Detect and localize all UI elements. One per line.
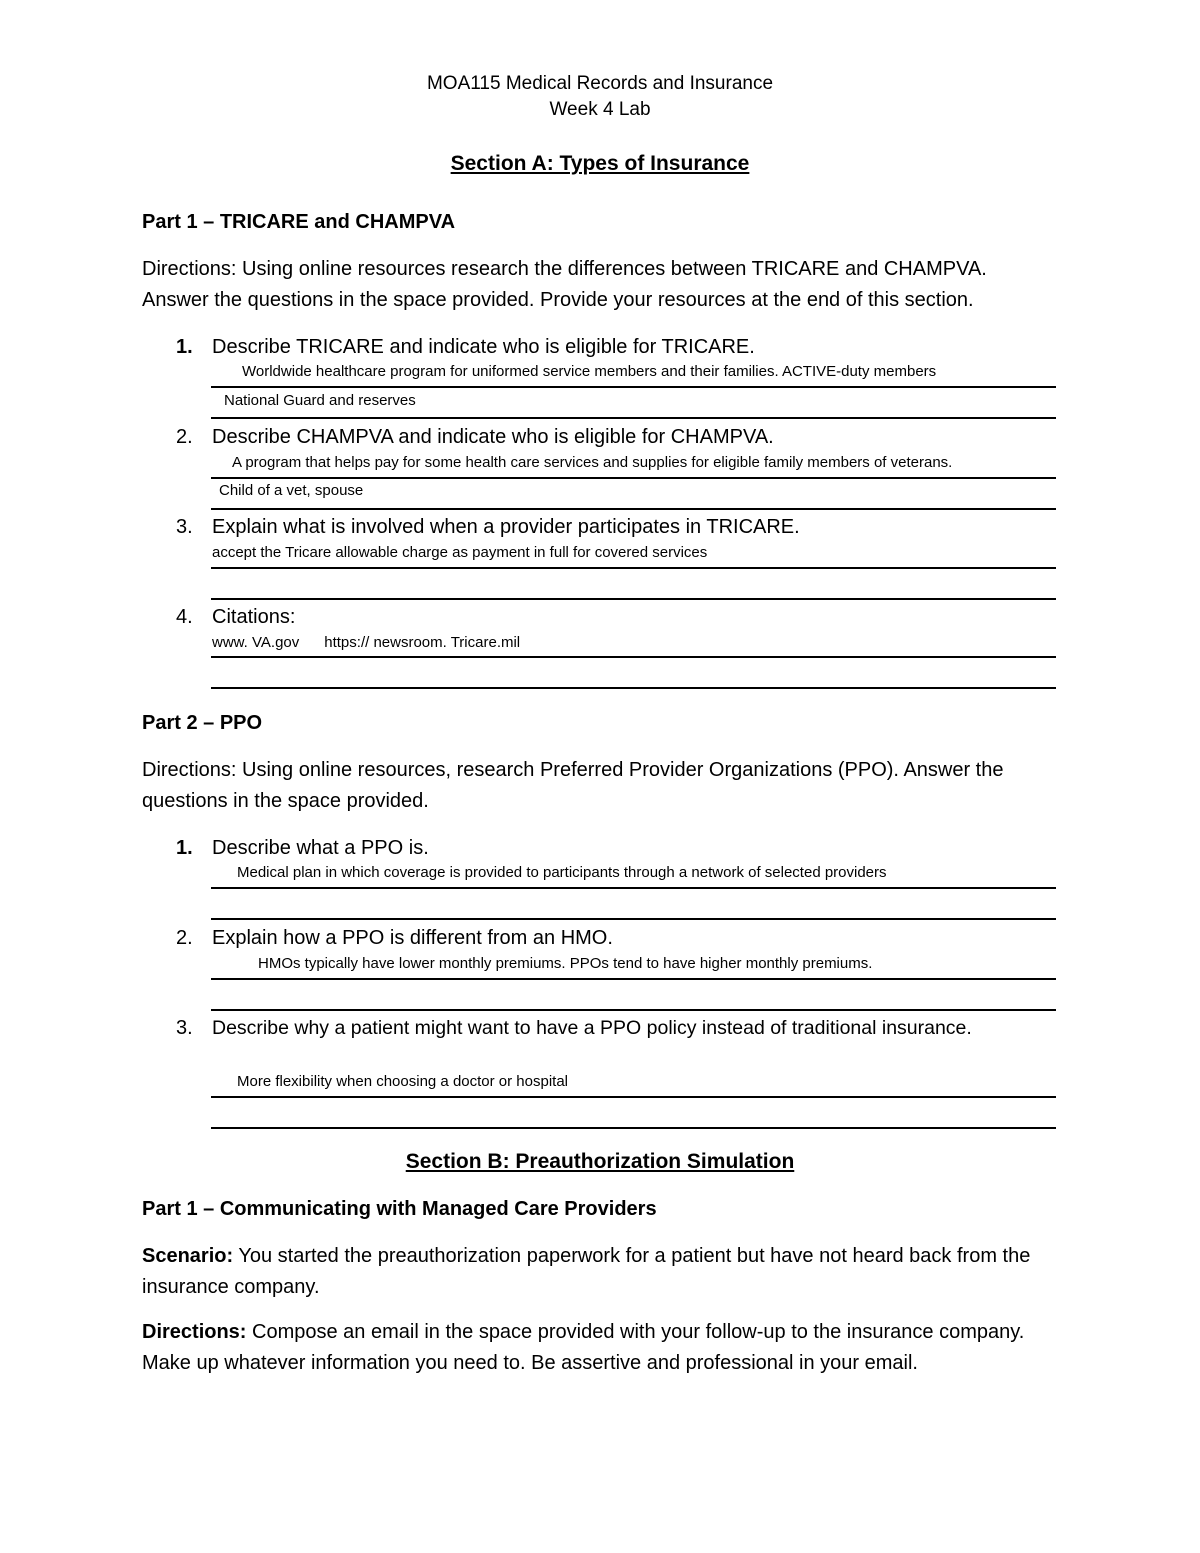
question-number: 3. [176, 516, 193, 538]
answer-text: accept the Tricare allowable charge as payment in full for covered services [212, 544, 708, 561]
question-text: Describe TRICARE and indicate who is eligible for TRICARE. [212, 336, 755, 358]
answer-line [211, 417, 1056, 419]
answer-line [211, 1096, 1056, 1098]
answer-line [211, 687, 1056, 689]
answer-text: A program that helps pay for some health care services and supplies for eligible family members of veterans. [232, 454, 953, 471]
answer-text: National Guard and reserves [224, 392, 416, 409]
directions-label: Directions: [142, 759, 237, 781]
answer-line [211, 656, 1056, 658]
section-b-part1-title: Part 1 – Communicating with Managed Care Providers [142, 1198, 657, 1220]
answer-line [211, 598, 1056, 600]
scenario-label: Scenario: [142, 1245, 234, 1267]
question-text: Explain how a PPO is different from an HMO. [212, 927, 613, 949]
directions-text: Compose an email in the space provided with your follow-up to the insurance company. Make up whatever information you need to. Be assertive and professional in your email. [142, 1321, 1025, 1374]
directions-text: Using online resources, research Preferred Provider Organizations (PPO). Answer the questions in the space provided. [142, 759, 1004, 812]
section-b-title: Section B: Preauthorization Simulation [405, 1150, 795, 1173]
section-b-directions [142, 1317, 1042, 1379]
answer-text: Medical plan in which coverage is provided to participants through a network of selected providers [237, 864, 887, 881]
answer-line [211, 1009, 1056, 1011]
question-text: Describe why a patient might want to have a PPO policy instead of traditional insurance. [212, 1017, 972, 1039]
question-number: 3. [176, 1017, 193, 1039]
section-a-part1-title: Part 1 – TRICARE and CHAMPVA [142, 211, 456, 233]
section-a-part2-title: Part 2 – PPO [142, 712, 263, 734]
answer-line [211, 477, 1056, 479]
answer-line [211, 978, 1056, 980]
scenario-paragraph [142, 1241, 1042, 1303]
question-text: Describe what a PPO is. [212, 837, 429, 859]
question-number: 4. [176, 606, 193, 628]
section-a-part2-directions [142, 755, 1042, 817]
scenario-text: You started the preauthorization paperwork for a patient but have not heard back from the insurance company. [142, 1245, 1031, 1298]
section-a-part1-directions [142, 254, 1042, 316]
answer-line [211, 918, 1056, 920]
answer-line [211, 508, 1056, 510]
answer-text: Child of a vet, spouse [219, 482, 364, 499]
question-text: Explain what is involved when a provider participates in TRICARE. [212, 516, 800, 538]
question-text: Describe CHAMPVA and indicate who is eligible for CHAMPVA. [212, 426, 774, 448]
question-number: 1. [176, 837, 193, 859]
answer-line [211, 1127, 1056, 1129]
course-title: MOA115 Medical Records and Insurance [426, 73, 774, 94]
directions-label: Directions: [142, 258, 237, 280]
answer-line [211, 887, 1056, 889]
question-number: 2. [176, 426, 193, 448]
answer-line [211, 386, 1056, 388]
citations-text: www. VA.gov https:// newsroom. Tricare.mil [212, 634, 521, 651]
question-number: 2. [176, 927, 193, 949]
directions-label: Directions: [142, 1321, 247, 1343]
section-a-title: Section A: Types of Insurance [450, 152, 750, 175]
answer-text: More flexibility when choosing a doctor or hospital [237, 1073, 569, 1090]
answer-text: Worldwide healthcare program for uniformed service members and their families. ACTIVE-duty members [242, 363, 937, 380]
lab-week: Week 4 Lab [549, 99, 651, 120]
directions-text: Using online resources research the differences between TRICARE and CHAMPVA. Answer the questions in the space provided. Provide your resources at the end of this section. [142, 258, 987, 311]
question-text: Citations: [212, 606, 296, 628]
answer-line [211, 567, 1056, 569]
question-number: 1. [176, 336, 193, 358]
answer-text: HMOs typically have lower monthly premiums. PPOs tend to have higher monthly premiums. [258, 955, 873, 972]
